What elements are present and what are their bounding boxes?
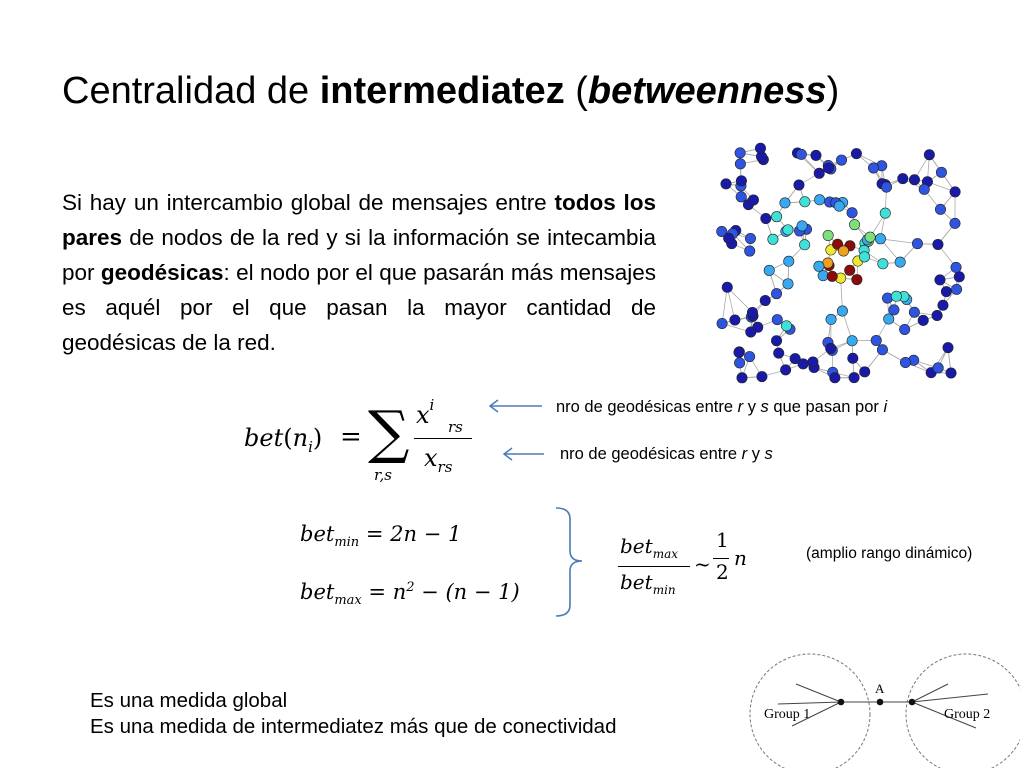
network-node: [826, 314, 836, 324]
formula-equals: =: [340, 422, 362, 452]
network-node: [909, 175, 919, 185]
network-node: [746, 327, 756, 337]
network-node: [919, 184, 929, 194]
denominator-annotation: nro de geodésicas entre r y s: [560, 445, 773, 463]
network-node: [899, 324, 909, 334]
network-node: [764, 265, 774, 275]
network-node: [871, 335, 881, 345]
network-node: [811, 150, 821, 160]
dynamic-range-note: (amplio rango dinámico): [806, 545, 973, 562]
network-node: [877, 345, 887, 355]
network-node: [780, 198, 790, 208]
network-node: [898, 173, 908, 183]
network-node: [924, 150, 934, 160]
network-node: [834, 201, 844, 211]
network-node: [900, 357, 910, 367]
network-node: [757, 371, 767, 381]
network-node: [852, 274, 862, 284]
network-node: [744, 351, 754, 361]
network-node: [849, 219, 859, 229]
sum-symbol: ∑: [368, 398, 410, 466]
network-node: [780, 365, 790, 375]
network-node: [825, 343, 835, 353]
network-node: [760, 295, 770, 305]
network-node: [938, 300, 948, 310]
arrow-denominator: [500, 446, 548, 462]
network-node: [932, 310, 942, 320]
network-node: [823, 230, 833, 240]
network-node: [790, 353, 800, 363]
network-node: [851, 148, 861, 158]
ratio-bar: [618, 566, 690, 567]
network-node: [772, 314, 782, 324]
network-node: [882, 293, 892, 303]
network-node: [837, 306, 847, 316]
network-node: [836, 155, 846, 165]
network-node: [814, 195, 824, 205]
ratio-denominator: bet$_{min}$: [620, 570, 676, 597]
network-node: [881, 182, 891, 192]
network-node: [891, 291, 901, 301]
ratio-numerator: bet$_{max}$: [620, 534, 678, 561]
half-numerator: 1: [716, 528, 729, 552]
network-node: [827, 271, 837, 281]
network-node: [814, 168, 824, 178]
network-node: [943, 342, 953, 352]
network-node: [860, 367, 870, 377]
network-node: [734, 347, 744, 357]
arrow-numerator: [486, 398, 546, 414]
network-node: [768, 234, 778, 244]
right-brace: [550, 505, 590, 620]
network-node: [830, 373, 840, 383]
network-node: [868, 163, 878, 173]
network-node: [747, 307, 757, 317]
network-node: [845, 265, 855, 275]
network-node: [941, 286, 951, 296]
ratio-tilde: ~: [694, 552, 711, 576]
network-node: [800, 197, 810, 207]
network-node: [909, 307, 919, 317]
network-node: [774, 348, 784, 358]
formula-denominator: $x_{rs}$: [424, 444, 453, 476]
network-node: [847, 208, 857, 218]
network-node: [848, 353, 858, 363]
network-node: [808, 357, 818, 367]
numerator-subscript: rs: [448, 418, 463, 436]
footer-notes: [90, 688, 616, 740]
network-node: [730, 315, 740, 325]
formula-lhs: $bet(n_i)$: [244, 424, 323, 456]
network-node: [735, 148, 745, 158]
network-node: [794, 180, 804, 190]
network-node: [771, 335, 781, 345]
network-node: [717, 318, 727, 328]
network-graph-image: [712, 140, 974, 388]
footer-line-2: Es una medida de intermediatez más que de conectividad: [90, 715, 617, 738]
numerator-annotation: nro de geodésicas entre r y s que pasan por i: [556, 398, 888, 416]
footer-line-1: Es una medida global: [90, 689, 288, 712]
fraction-bar: [414, 438, 472, 439]
network-node: [933, 239, 943, 249]
network-node: [736, 176, 746, 186]
network-node: [946, 368, 956, 378]
network-node: [935, 204, 945, 214]
network-node: [783, 279, 793, 289]
bet-max-equation: $bet_{max} = n^2 - (n - 1)$: [300, 580, 520, 609]
bet-min-equation: bet$_{min}$ = 2n − 1: [300, 522, 462, 551]
network-node: [918, 315, 928, 325]
network-node: [745, 246, 755, 256]
network-node: [895, 257, 905, 267]
network-node: [735, 159, 745, 169]
network-node: [933, 363, 943, 373]
network-nodes: [717, 143, 965, 383]
network-node: [755, 143, 765, 153]
network-node: [951, 262, 961, 272]
ratio-formula: [616, 528, 766, 608]
network-node: [936, 167, 946, 177]
bridge-node-right: [909, 699, 916, 706]
network-node: [838, 246, 848, 256]
network-node: [771, 288, 781, 298]
network-node: [736, 192, 746, 202]
network-node: [954, 272, 964, 282]
network-node: [796, 149, 806, 159]
network-node: [884, 314, 894, 324]
network-node: [889, 305, 899, 315]
network-node: [721, 179, 731, 189]
network-node: [723, 233, 733, 243]
network-node: [734, 358, 744, 368]
network-node: [859, 252, 869, 262]
network-node: [950, 187, 960, 197]
network-node: [823, 163, 833, 173]
network-node: [784, 256, 794, 266]
network-node: [761, 213, 771, 223]
group-1-label: Group 1: [764, 707, 811, 722]
sum-subscript: r,s: [374, 466, 392, 484]
network-node: [951, 284, 961, 294]
network-node: [745, 233, 755, 243]
network-node: [847, 336, 857, 346]
network-node: [748, 195, 758, 205]
network-node: [950, 218, 960, 228]
network-node: [878, 259, 888, 269]
network-node: [818, 270, 828, 280]
ratio-variable: n: [734, 546, 747, 570]
network-node: [814, 261, 824, 271]
network-node: [781, 321, 791, 331]
groups-bridge-diagram: [748, 646, 1020, 768]
network-edge: [880, 239, 917, 244]
bridge-label: A: [875, 681, 885, 696]
slide-title: Centralidad de intermediatez (betweenness): [62, 70, 840, 112]
network-node: [849, 372, 859, 382]
network-node: [799, 240, 809, 250]
network-node: [797, 221, 807, 231]
formula-numerator: $x^i$: [416, 396, 435, 429]
betweenness-formula: [244, 396, 484, 490]
network-node: [737, 373, 747, 383]
description-paragraph: Si hay un intercambio global de mensajes entre todos los pares de nodos de la red y si la información se intecambia por geodésicas: el nodo por el que pasarán más mensajes es aquél por el que pasan la mayor cantidad de geodésicas de la red.: [62, 190, 657, 355]
network-node: [912, 238, 922, 248]
half-denominator: 2: [716, 560, 729, 584]
group-2-label: Group 2: [944, 707, 991, 722]
bridge-node-left: [838, 699, 845, 706]
network-node: [865, 232, 875, 242]
network-node: [783, 225, 793, 235]
bridge-node-a: [877, 699, 884, 706]
network-node: [880, 208, 890, 218]
network-node: [935, 275, 945, 285]
network-node: [771, 211, 781, 221]
network-node: [875, 234, 885, 244]
network-node: [722, 282, 732, 292]
